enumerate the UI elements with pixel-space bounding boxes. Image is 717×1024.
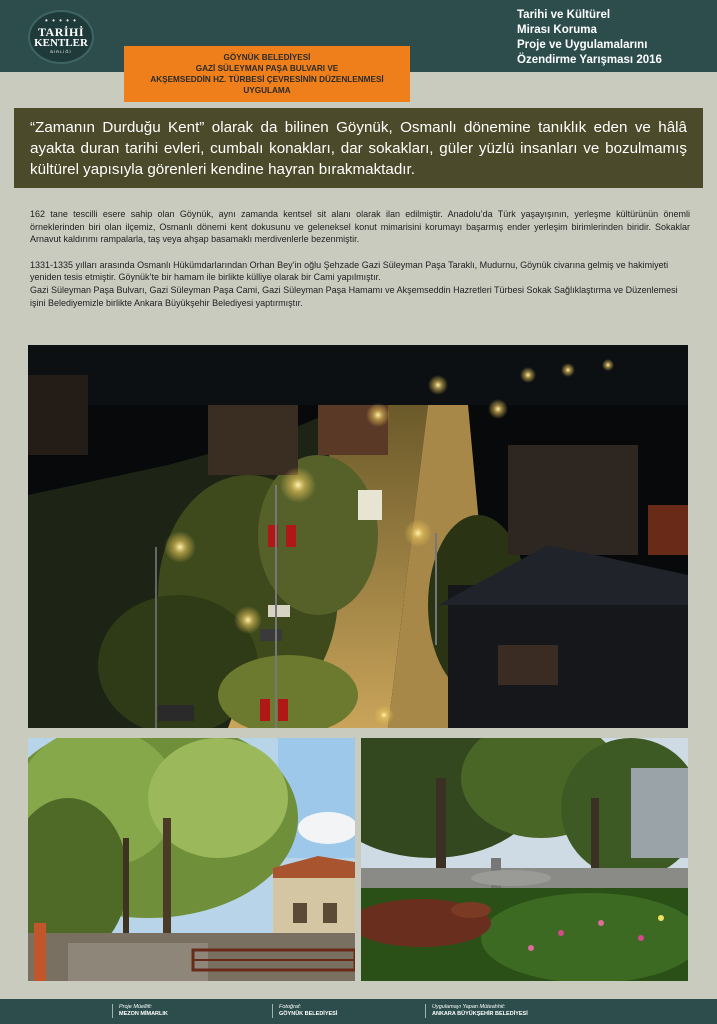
night-boulevard-image xyxy=(28,345,688,728)
project-title-line: AKŞEMSEDDİN HZ. TÜRBESİ ÇEVRESİNİN DÜZENLENMESİ xyxy=(150,75,384,84)
project-title-line: GAZİ SÜLEYMAN PAŞA BULVARI VE xyxy=(195,64,339,73)
contest-title-line: Tarihi ve Kültürel xyxy=(517,9,611,21)
credit-label: Fotoğraf: xyxy=(279,1004,302,1010)
project-title-line: UYGULAMA xyxy=(243,86,291,95)
plane-trees-mosque-image xyxy=(28,738,355,981)
credit-label: Proje Müellifi: xyxy=(119,1004,153,1010)
intro-quote: “Zamanın Durduğu Kent” olarak da bilinen Göynük, Osmanlı dönemine tanıklık eden ve hâlâ ayakta duran tarihi evleri, cumbalı konakları, dar sokakları, güler yüzlü insanları ve bozulmamış kültürel yapısıyla görenleri kendine hayran bırakmaktadır. xyxy=(14,108,703,188)
tarihi-kentler-logo: • • • • • TARİHİ KENTLER BİRLİĞİ xyxy=(28,10,94,64)
project-title-box xyxy=(124,46,410,102)
night-boulevard-photo xyxy=(28,345,688,728)
credit-value: MEZON MİMARLIK xyxy=(119,1011,168,1017)
body-text xyxy=(30,208,690,309)
footer-bar xyxy=(0,999,717,1024)
body-paragraph: 1331-1335 yılları arasında Osmanlı Hükümdarlarından Orhan Bey’in oğlu Şehzade Gazi Süleyman Paşa Taraklı, Mudurnu, Göynük civarına gelmiş ve hakimiyeti yeniden tesis etmiştir. Göynük’te bir hamam ile birlikte külliye olarak bir Cami yapılmıştır. xyxy=(30,259,669,283)
project-title-line: GÖYNÜK BELEDİYESİ xyxy=(223,53,311,62)
garden-amphora-image xyxy=(361,738,688,981)
garden-amphora-photo xyxy=(361,738,688,981)
body-paragraph: 162 tane tescilli esere sahip olan Göynük, aynı zamanda kentsel sit alanı olarak ilan edilmiştir. Anadolu’da Türk yaşayışının, yerleşme kültürünün önemli örneklerinden biri olan ilçemiz, Osmanlı dönemi kent dokusunu ve geleneksel konut mimarisini korumayı başarmış ender yerleşim birimlerinden biridir. Sokaklar Arnavut kaldırımı rampalarla, taş veya ahşap basamaklı merdivenlerle bezenmiştir. xyxy=(30,209,690,245)
credit-photo xyxy=(272,1004,337,1018)
credit-value: ANKARA BÜYÜKŞEHİR BELEDİYESİ xyxy=(432,1011,528,1017)
contest-title-line: Özendirme Yarışması 2016 xyxy=(517,54,662,66)
contest-title xyxy=(517,8,717,68)
plane-trees-mosque-photo xyxy=(28,738,355,981)
contest-title-line: Proje ve Uygulamalarını xyxy=(517,39,648,51)
credit-architect xyxy=(112,1004,168,1018)
credit-value: GÖYNÜK BELEDİYESİ xyxy=(279,1011,338,1017)
contest-title-line: Mirası Koruma xyxy=(517,24,597,36)
credit-contractor xyxy=(425,1004,528,1018)
credit-label: Uygulamayı Yapan Müteahhit: xyxy=(432,1004,506,1010)
body-paragraph: Gazi Süleyman Paşa Bulvarı, Gazi Süleyman Paşa Cami, Gazi Süleyman Paşa Hamamı ve Akşemseddin Hazretleri Türbesi Sokak Sağlıklaştırma ve Düzenlemesi işini Belediyemizle birlikte Ankara Büyükşehir Belediyesi yaptırmıştır. xyxy=(30,284,678,308)
